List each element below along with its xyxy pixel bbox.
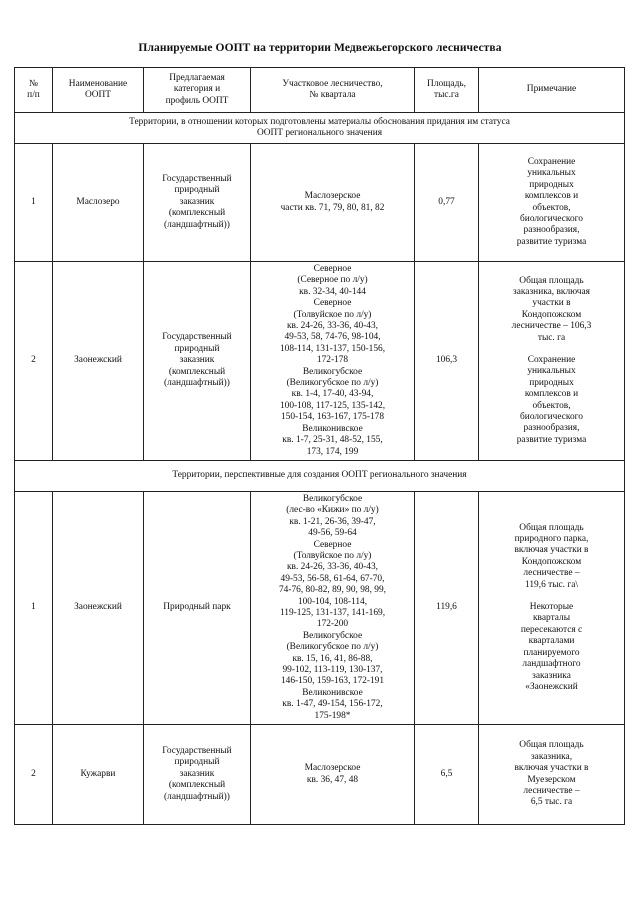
row-category: Государственный природный заказник (комплексный (ландшафтный)) — [144, 144, 251, 262]
row-num: 2 — [15, 262, 53, 461]
row-forestry: Маслозерское части кв. 71, 79, 80, 81, 82 — [251, 144, 415, 262]
row-category: Государственный природный заказник (комплексный (ландшафтный)) — [144, 725, 251, 825]
row-note — [479, 262, 625, 461]
note-paragraph: Сохранение уникальных природных комплексов и объектов, биологического разнообразия, развитие туризма — [516, 355, 587, 445]
row-note — [479, 725, 625, 825]
row-area: 0,77 — [415, 144, 479, 262]
row-num: 1 — [15, 144, 53, 262]
row-forestry: Великогубское (лес-во «Кижи» по л/у) кв. 1-21, 26-36, 39-47, 49-56, 59-64 Северное (Толвуйское по л/у) кв. 24-26, 33-36, 40-43, 49-53, 56-58, 61-64, 67-70, 74-76, 80-82, 89, 90, 98, 99, 100-104, 108-114, 119-125, 131-137, 141-169, 172-200 Великогубское (Великогубское по л/у) кв. 15, 16, 41, 86-88, 99-102, 113-119, 130-137, 146-150, 159-163, 172-191 Великонивское кв. 1-47, 49-154, 156-172, 175-198* — [251, 491, 415, 724]
row-name: Заонежский — [53, 262, 144, 461]
row-area: 106,3 — [415, 262, 479, 461]
header-name: Наименование ООПТ — [53, 68, 144, 113]
table-row — [15, 725, 625, 825]
header-note: Примечание — [479, 68, 625, 113]
header-row — [15, 68, 625, 113]
header-area: Площадь, тыс.га — [415, 68, 479, 113]
row-forestry: Маслозерское кв. 36, 47, 48 — [251, 725, 415, 825]
note-paragraph: Общая площадь природного парка, включая участки в Кондопожском лесничестве – 119,6 тыс. га\ — [514, 522, 589, 590]
note-paragraph: Общая площадь заказника, включая участки в Муезерском лесничестве – 6,5 тыс. га — [514, 740, 589, 808]
table-row — [15, 262, 625, 461]
row-note — [479, 144, 625, 262]
row-name: Заонежский — [53, 491, 144, 724]
note-paragraph: Некоторые кварталы пересекаются с кварталами планируемого ландшафтного заказника «Заонежский — [520, 602, 583, 692]
page-title: Планируемые ООПТ на территории Медвежьегорского лесничества — [138, 42, 502, 54]
section-heading: Территории, перспективные для создания ООПТ регионального значения — [15, 460, 625, 491]
row-category: Природный парк — [144, 491, 251, 724]
row-name: Маслозеро — [53, 144, 144, 262]
oopt-table — [14, 67, 625, 825]
row-category: Государственный природный заказник (комплексный (ландшафтный)) — [144, 262, 251, 461]
row-area: 119,6 — [415, 491, 479, 724]
section-heading: Территории, в отношении которых подготовлены материалы обоснования придания им статуса ООПТ регионального значения — [15, 113, 625, 144]
row-area: 6,5 — [415, 725, 479, 825]
row-num: 2 — [15, 725, 53, 825]
row-forestry: Северное (Северное по л/у) кв. 32-34, 40-144 Северное (Толвуйское по л/у) кв. 24-26, 33-36, 40-43, 49-53, 58, 74-76, 98-104, 108-114, 131-137, 150-156, 172-178 Великогубское (Великогубское по л/у) кв. 1-4, 17-40, 43-94, 100-108, 117-125, 135-142, 150-154, 163-167, 175-178 Великонивское кв. 1-7, 25-31, 48-52, 155, 173, 174, 199 — [251, 262, 415, 461]
table-row — [15, 491, 625, 724]
section-heading-row — [15, 113, 625, 144]
header-num: № п/п — [15, 68, 53, 113]
note-paragraph: Сохранение уникальных природных комплексов и объектов, биологического разнообразия, развитие туризма — [516, 156, 587, 247]
row-note — [479, 491, 625, 724]
header-forestry: Участковое лесничество, № квартала — [251, 68, 415, 113]
section-heading-row — [15, 460, 625, 491]
table-row — [15, 144, 625, 262]
header-category: Предлагаемая категория и профиль ООПТ — [144, 68, 251, 113]
row-name: Кужарви — [53, 725, 144, 825]
row-num: 1 — [15, 491, 53, 724]
note-paragraph: Общая площадь заказника, включая участки в Кондопожском лесничестве – 106,3 тыс. га — [511, 275, 592, 343]
